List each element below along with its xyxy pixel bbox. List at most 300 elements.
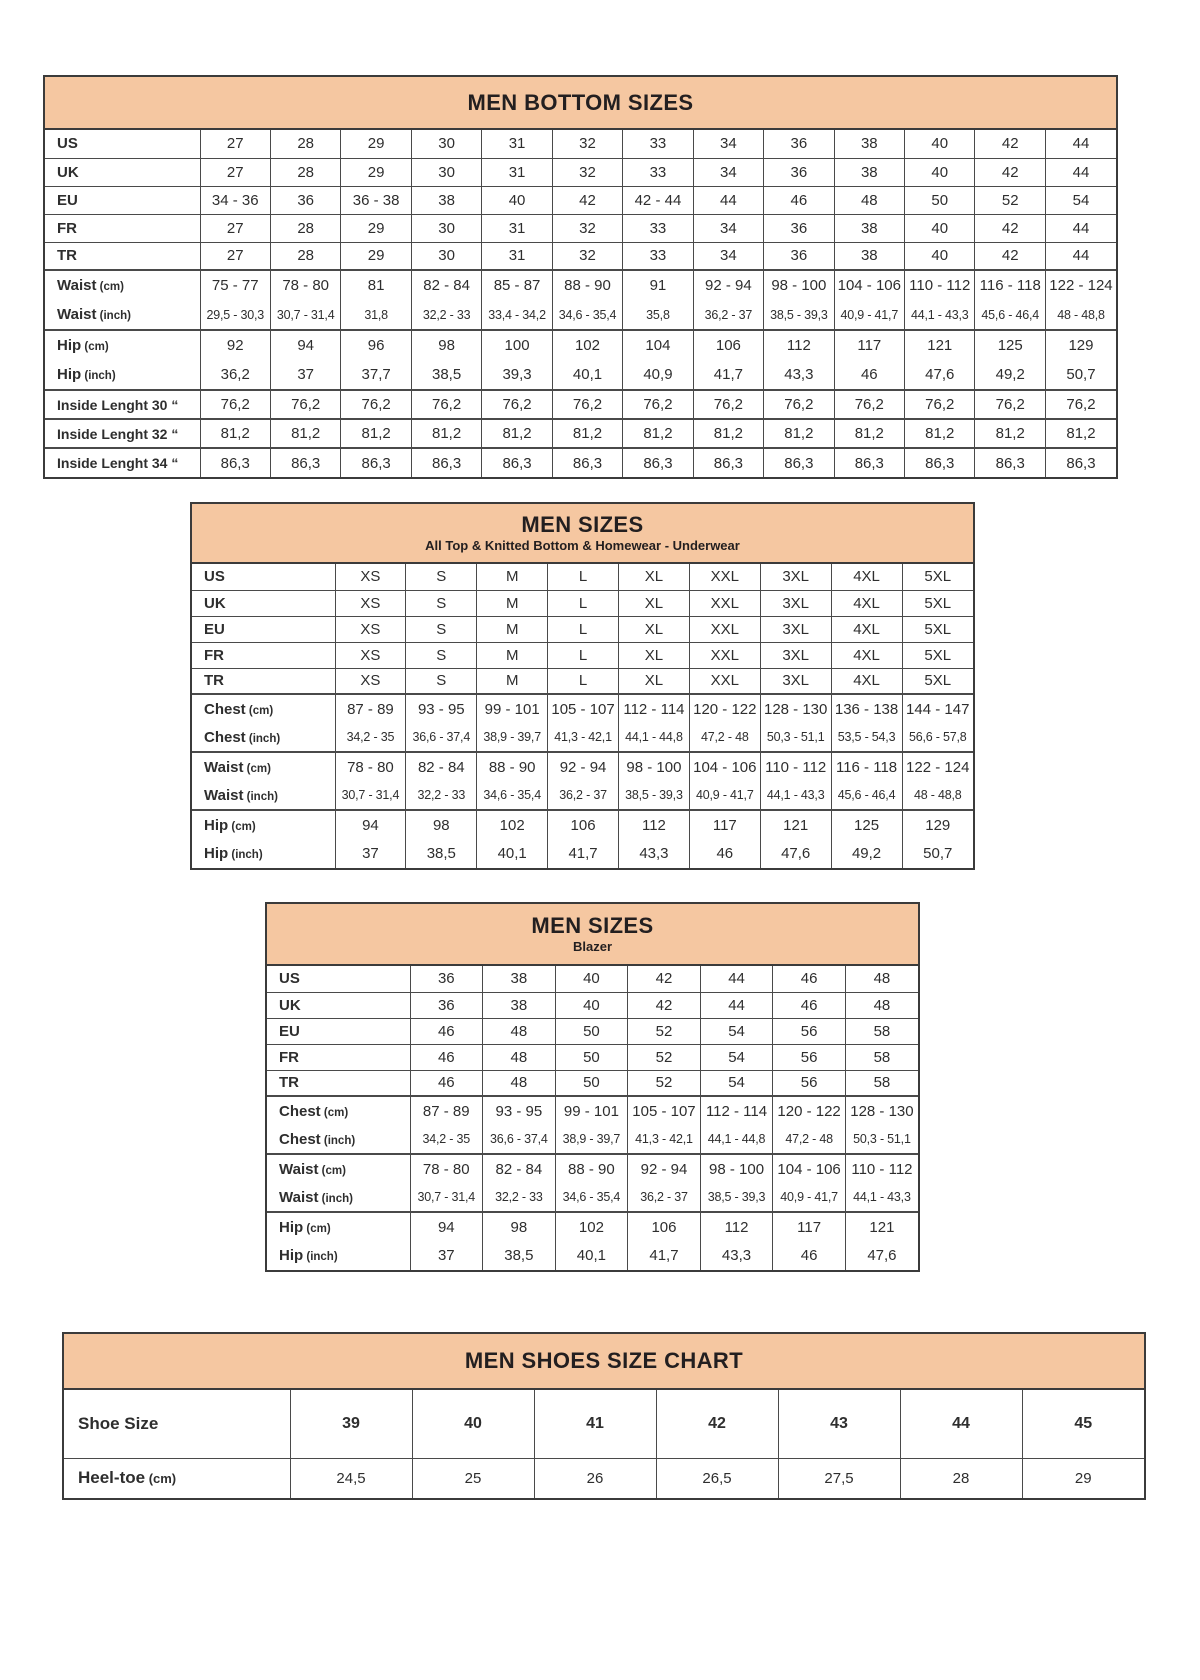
table-cell: 58 [845, 1018, 918, 1044]
table-cell: 44 [1045, 158, 1116, 186]
table-cell: 36,6 - 37,4 [406, 723, 477, 752]
table-cell: 5XL [902, 564, 973, 590]
table-cell: 76,2 [693, 390, 763, 419]
table-cell: 4XL [831, 668, 902, 694]
table-cell: 81,2 [905, 419, 975, 448]
table-cell: 36 [270, 186, 340, 214]
table-cell: 50 [555, 1018, 628, 1044]
table-cell: XXL [689, 590, 760, 616]
table-cell: 24,5 [290, 1458, 412, 1498]
table-cell: 30,7 - 31,4 [410, 1183, 483, 1212]
table-row [45, 360, 1116, 390]
table-cell: 81,2 [482, 419, 552, 448]
table-cell: 49,2 [831, 839, 902, 868]
row-label: Waist (cm) [267, 1154, 410, 1183]
table-cell: 34 [693, 214, 763, 242]
table-cell: 50,7 [902, 839, 973, 868]
table-cell: 39,3 [482, 360, 552, 390]
men-shoes-size-chart-table [62, 1332, 1146, 1500]
table-cell: 129 [1045, 330, 1116, 360]
table-cell: 106 [693, 330, 763, 360]
table-cell: 41,7 [693, 360, 763, 390]
table-cell: L [548, 668, 619, 694]
men-sizes-blazer-table [265, 902, 920, 1272]
table-cell: 33,4 - 34,2 [482, 300, 552, 330]
table-cell: 3XL [760, 668, 831, 694]
table-cell: 31 [482, 130, 552, 158]
table-cell: 3XL [760, 642, 831, 668]
men-sizes-tops-grid [192, 564, 973, 868]
table-cell: 4XL [831, 590, 902, 616]
table-cell: 44 [900, 1390, 1022, 1458]
table-cell: 29 [341, 130, 411, 158]
table-cell: 47,2 - 48 [773, 1125, 846, 1154]
table-cell: 29 [341, 158, 411, 186]
table-cell: 76,2 [1045, 390, 1116, 419]
table-cell: 36,2 [200, 360, 270, 390]
table-cell: 76,2 [834, 390, 904, 419]
table-cell: 34,2 - 35 [335, 723, 406, 752]
table-cell: 78 - 80 [410, 1154, 483, 1183]
table-cell: 30,7 - 31,4 [335, 781, 406, 810]
table-cell: 32 [552, 214, 622, 242]
table-cell: 38,5 - 39,3 [764, 300, 834, 330]
table-cell: 42 - 44 [623, 186, 693, 214]
table-cell: 46 [773, 1241, 846, 1270]
table-cell: 117 [773, 1212, 846, 1241]
table-cell: 48 [483, 1018, 556, 1044]
table-cell: 85 - 87 [482, 270, 552, 300]
table-cell: 110 - 112 [905, 270, 975, 300]
table-row [45, 214, 1116, 242]
table-cell: S [406, 590, 477, 616]
table-cell: 48 [845, 966, 918, 992]
table-cell: 44,1 - 43,3 [845, 1183, 918, 1212]
table-cell: 48 [483, 1070, 556, 1096]
table-row [192, 810, 973, 839]
table-cell: 112 - 114 [700, 1096, 773, 1125]
row-label: UK [192, 590, 335, 616]
table-cell: 136 - 138 [831, 694, 902, 723]
table-cell: 81,2 [975, 419, 1045, 448]
table-cell: 56 [773, 1044, 846, 1070]
table-title: MEN SIZES [521, 511, 644, 537]
table-cell: L [548, 616, 619, 642]
table-row [192, 590, 973, 616]
table-cell: 86,3 [975, 448, 1045, 477]
table-cell: 38 [411, 186, 481, 214]
table-cell: 36 - 38 [341, 186, 411, 214]
table-cell: 86,3 [200, 448, 270, 477]
table-cell: 58 [845, 1044, 918, 1070]
table-cell: 50 [905, 186, 975, 214]
table-cell: 36 [764, 242, 834, 270]
table-cell: 110 - 112 [760, 752, 831, 781]
table-cell: 82 - 84 [483, 1154, 556, 1183]
table-cell: 86,3 [270, 448, 340, 477]
table-cell: 36 [764, 158, 834, 186]
table-cell: 27 [200, 130, 270, 158]
table-cell: 102 [552, 330, 622, 360]
table-header [64, 1334, 1144, 1390]
table-cell: 128 - 130 [845, 1096, 918, 1125]
table-cell: 40 [905, 242, 975, 270]
table-row [192, 642, 973, 668]
table-cell: 46 [773, 992, 846, 1018]
table-cell: 40 [905, 130, 975, 158]
table-cell: 31 [482, 214, 552, 242]
table-cell: 47,6 [905, 360, 975, 390]
table-cell: 76,2 [905, 390, 975, 419]
table-cell: 54 [700, 1018, 773, 1044]
row-label: FR [192, 642, 335, 668]
table-row [192, 668, 973, 694]
table-cell: 39 [290, 1390, 412, 1458]
table-cell: 40,9 [623, 360, 693, 390]
table-cell: 86,3 [623, 448, 693, 477]
table-cell: 38,9 - 39,7 [555, 1125, 628, 1154]
table-cell: 112 [619, 810, 690, 839]
table-cell: 43,3 [619, 839, 690, 868]
table-cell: 33 [623, 242, 693, 270]
table-cell: 44,1 - 44,8 [619, 723, 690, 752]
table-cell: 38,5 [406, 839, 477, 868]
table-cell: 81,2 [270, 419, 340, 448]
table-cell: 76,2 [341, 390, 411, 419]
table-cell: 32,2 - 33 [411, 300, 481, 330]
table-cell: 32 [552, 158, 622, 186]
table-cell: 121 [760, 810, 831, 839]
table-row [45, 270, 1116, 300]
table-row [64, 1458, 1144, 1498]
men-shoes-size-grid [64, 1390, 1144, 1498]
table-cell: 38 [483, 966, 556, 992]
table-row [267, 1044, 918, 1070]
table-cell: 29 [1022, 1458, 1144, 1498]
table-cell: 3XL [760, 564, 831, 590]
table-cell: 116 - 118 [831, 752, 902, 781]
row-label: Waist (cm) [45, 270, 200, 300]
table-cell: 78 - 80 [270, 270, 340, 300]
table-cell: 40,1 [552, 360, 622, 390]
table-cell: 28 [270, 130, 340, 158]
table-cell: 36 [410, 966, 483, 992]
table-cell: XS [335, 590, 406, 616]
table-cell: 37 [270, 360, 340, 390]
table-cell: 99 - 101 [555, 1096, 628, 1125]
table-cell: 45,6 - 46,4 [831, 781, 902, 810]
table-cell: 33 [623, 130, 693, 158]
table-cell: 27,5 [778, 1458, 900, 1498]
table-cell: 102 [477, 810, 548, 839]
row-label: EU [192, 616, 335, 642]
table-cell: 40,1 [555, 1241, 628, 1270]
table-cell: 28 [900, 1458, 1022, 1498]
table-cell: 46 [410, 1070, 483, 1096]
table-cell: 37 [410, 1241, 483, 1270]
row-label: US [45, 130, 200, 158]
table-row [45, 330, 1116, 360]
table-subtitle: All Top & Knitted Bottom & Homewear - Underwear [425, 538, 740, 554]
table-row [192, 752, 973, 781]
row-label: Chest (cm) [192, 694, 335, 723]
table-cell: 3XL [760, 616, 831, 642]
table-row [192, 694, 973, 723]
table-cell: 46 [689, 839, 760, 868]
table-cell: 98 - 100 [700, 1154, 773, 1183]
men-bottom-sizes-table [43, 75, 1118, 479]
table-cell: 48 [483, 1044, 556, 1070]
table-header [192, 504, 973, 564]
table-cell: 38,9 - 39,7 [477, 723, 548, 752]
table-cell: 30 [411, 242, 481, 270]
row-label: US [267, 966, 410, 992]
table-row [267, 1183, 918, 1212]
table-cell: 81,2 [764, 419, 834, 448]
table-cell: 88 - 90 [477, 752, 548, 781]
table-cell: 50,7 [1045, 360, 1116, 390]
table-cell: 30 [411, 214, 481, 242]
table-cell: M [477, 668, 548, 694]
table-cell: 86,3 [693, 448, 763, 477]
row-label: Chest (cm) [267, 1096, 410, 1125]
row-label: Heel-toe (cm) [64, 1458, 290, 1498]
table-cell: 43 [778, 1390, 900, 1458]
table-cell: 32 [552, 130, 622, 158]
table-cell: 86,3 [341, 448, 411, 477]
table-cell: 88 - 90 [555, 1154, 628, 1183]
table-cell: 44 [700, 992, 773, 1018]
table-cell: 25 [412, 1458, 534, 1498]
table-cell: 82 - 84 [406, 752, 477, 781]
table-row [267, 1125, 918, 1154]
table-cell: 76,2 [552, 390, 622, 419]
table-cell: 33 [623, 214, 693, 242]
table-cell: 96 [341, 330, 411, 360]
table-cell: 106 [548, 810, 619, 839]
table-cell: 104 - 106 [834, 270, 904, 300]
table-cell: 125 [831, 810, 902, 839]
table-cell: L [548, 590, 619, 616]
table-cell: 42 [628, 992, 701, 1018]
table-cell: 44,1 - 43,3 [760, 781, 831, 810]
table-cell: 94 [410, 1212, 483, 1241]
row-label: Hip (inch) [267, 1241, 410, 1270]
table-cell: L [548, 642, 619, 668]
table-cell: 41,3 - 42,1 [628, 1125, 701, 1154]
table-cell: 104 - 106 [689, 752, 760, 781]
table-cell: 37,7 [341, 360, 411, 390]
table-cell: 44,1 - 43,3 [905, 300, 975, 330]
table-cell: 106 [628, 1212, 701, 1241]
table-cell: 31 [482, 242, 552, 270]
table-cell: 92 - 94 [693, 270, 763, 300]
table-cell: XS [335, 668, 406, 694]
table-cell: M [477, 616, 548, 642]
table-cell: 40,9 - 41,7 [773, 1183, 846, 1212]
table-cell: 38,5 - 39,3 [619, 781, 690, 810]
table-cell: 4XL [831, 616, 902, 642]
row-label: Hip (cm) [192, 810, 335, 839]
table-cell: S [406, 616, 477, 642]
table-cell: 98 - 100 [764, 270, 834, 300]
table-cell: 78 - 80 [335, 752, 406, 781]
table-cell: 94 [270, 330, 340, 360]
table-cell: 104 - 106 [773, 1154, 846, 1183]
table-cell: 81,2 [1045, 419, 1116, 448]
table-cell: L [548, 564, 619, 590]
table-cell: 86,3 [552, 448, 622, 477]
table-cell: 44 [1045, 242, 1116, 270]
table-cell: 98 - 100 [619, 752, 690, 781]
table-cell: 100 [482, 330, 552, 360]
row-label: Hip (cm) [45, 330, 200, 360]
table-cell: 52 [975, 186, 1045, 214]
table-row [192, 839, 973, 868]
table-cell: 81,2 [341, 419, 411, 448]
table-row [45, 158, 1116, 186]
table-cell: 30,7 - 31,4 [270, 300, 340, 330]
table-cell: 44 [700, 966, 773, 992]
table-row [267, 1154, 918, 1183]
table-row [267, 1070, 918, 1096]
table-cell: 32 [552, 242, 622, 270]
table-cell: 144 - 147 [902, 694, 973, 723]
table-cell: 75 - 77 [200, 270, 270, 300]
table-cell: 54 [700, 1070, 773, 1096]
table-cell: 76,2 [411, 390, 481, 419]
table-cell: 46 [834, 360, 904, 390]
table-cell: M [477, 590, 548, 616]
table-cell: 48 - 48,8 [902, 781, 973, 810]
table-cell: 86,3 [905, 448, 975, 477]
table-header [267, 904, 918, 966]
table-cell: 4XL [831, 564, 902, 590]
table-cell: 117 [834, 330, 904, 360]
table-cell: 40 [555, 992, 628, 1018]
table-cell: XL [619, 642, 690, 668]
table-cell: 5XL [902, 642, 973, 668]
table-row [192, 723, 973, 752]
table-row [64, 1390, 1144, 1458]
table-cell: 52 [628, 1044, 701, 1070]
table-cell: 91 [623, 270, 693, 300]
table-cell: 112 [700, 1212, 773, 1241]
table-cell: 27 [200, 242, 270, 270]
table-cell: 36,2 - 37 [548, 781, 619, 810]
table-cell: 36 [764, 130, 834, 158]
row-label: FR [267, 1044, 410, 1070]
table-cell: 38,5 [483, 1241, 556, 1270]
table-cell: 92 - 94 [628, 1154, 701, 1183]
table-cell: 41,7 [628, 1241, 701, 1270]
table-cell: 50,3 - 51,1 [760, 723, 831, 752]
table-cell: 48 [845, 992, 918, 1018]
table-cell: 4XL [831, 642, 902, 668]
table-cell: 34,6 - 35,4 [555, 1183, 628, 1212]
table-cell: 81,2 [200, 419, 270, 448]
table-row [45, 242, 1116, 270]
row-label: FR [45, 214, 200, 242]
row-label: Shoe Size [64, 1390, 290, 1458]
table-row [45, 448, 1116, 477]
table-subtitle: Blazer [572, 939, 613, 955]
table-row [192, 616, 973, 642]
table-cell: 33 [623, 158, 693, 186]
table-cell: 81 [341, 270, 411, 300]
table-title: MEN BOTTOM SIZES [467, 89, 694, 115]
table-cell: XL [619, 668, 690, 694]
table-row [45, 130, 1116, 158]
table-cell: 38 [834, 130, 904, 158]
row-label: Waist (inch) [45, 300, 200, 330]
table-cell: 98 [483, 1212, 556, 1241]
table-row [267, 992, 918, 1018]
table-cell: 34,6 - 35,4 [552, 300, 622, 330]
table-cell: 43,3 [700, 1241, 773, 1270]
row-label: EU [267, 1018, 410, 1044]
table-cell: 42 [552, 186, 622, 214]
table-cell: 116 - 118 [975, 270, 1045, 300]
table-title: MEN SIZES [531, 912, 654, 938]
table-row [192, 564, 973, 590]
table-cell: 40 [482, 186, 552, 214]
table-cell: 41,3 - 42,1 [548, 723, 619, 752]
table-cell: 81,2 [411, 419, 481, 448]
table-row [267, 1018, 918, 1044]
row-label: EU [45, 186, 200, 214]
table-cell: 43,3 [764, 360, 834, 390]
table-cell: 40 [905, 214, 975, 242]
table-row [45, 390, 1116, 419]
table-cell: 86,3 [834, 448, 904, 477]
row-label: TR [267, 1070, 410, 1096]
table-cell: 26 [534, 1458, 656, 1498]
table-cell: 94 [335, 810, 406, 839]
table-row [45, 419, 1116, 448]
row-label: Chest (inch) [192, 723, 335, 752]
table-cell: 34,6 - 35,4 [477, 781, 548, 810]
table-cell: 44 [1045, 214, 1116, 242]
table-cell: 88 - 90 [552, 270, 622, 300]
table-cell: 38 [483, 992, 556, 1018]
table-cell: 56 [773, 1070, 846, 1096]
table-cell: 86,3 [411, 448, 481, 477]
table-cell: 34 [693, 130, 763, 158]
table-row [267, 966, 918, 992]
table-cell: 42 [975, 158, 1045, 186]
table-cell: 5XL [902, 668, 973, 694]
table-cell: 46 [773, 966, 846, 992]
table-cell: 112 [764, 330, 834, 360]
table-cell: 122 - 124 [902, 752, 973, 781]
table-cell: M [477, 564, 548, 590]
table-cell: 29 [341, 214, 411, 242]
table-cell: 36,2 - 37 [628, 1183, 701, 1212]
table-cell: 105 - 107 [548, 694, 619, 723]
table-cell: 50 [555, 1044, 628, 1070]
table-cell: 104 [623, 330, 693, 360]
table-cell: 31 [482, 158, 552, 186]
table-cell: S [406, 564, 477, 590]
table-cell: 44,1 - 44,8 [700, 1125, 773, 1154]
table-cell: 36 [764, 214, 834, 242]
table-cell: S [406, 642, 477, 668]
table-cell: 105 - 107 [628, 1096, 701, 1125]
table-cell: 28 [270, 242, 340, 270]
table-row [45, 300, 1116, 330]
table-cell: 121 [905, 330, 975, 360]
